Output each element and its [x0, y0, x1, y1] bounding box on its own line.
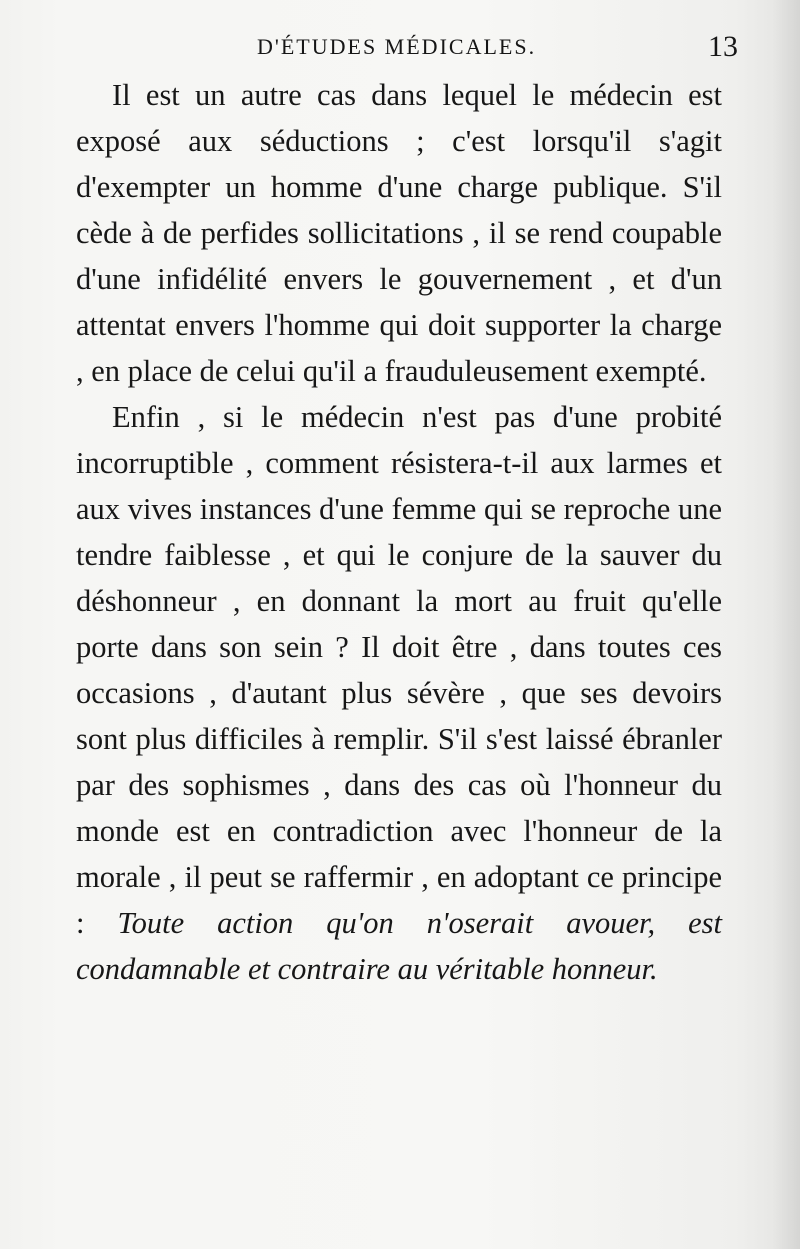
- page-number: 13: [708, 30, 738, 63]
- paragraph-2: [76, 394, 722, 992]
- paragraph-2-text: Enfin , si le médecin n'est pas d'une probité incorruptible , comment résistera-t-il aux larmes et aux vives instances d'une femme qui se reproche une tendre faiblesse , et qui le conjure de la sauver du déshonneur , en donnant la mort au fruit qu'elle porte dans son sein ? Il doit être , dans toutes ces occasions , d'autant plus sévère , que ses devoirs sont plus difficiles à remplir. S'il s'est laissé ébranler par des sophismes , dans des cas où l'honneur du monde est en contradiction avec l'honneur de la morale , il peut se raffermir , en adoptant ce principe :: [76, 400, 722, 940]
- paragraph-2-italic-maxim: Toute action qu'on n'oserait avouer, est condamnable et contraire au véritable honneur.: [76, 906, 722, 986]
- page-header: [76, 30, 738, 74]
- page-edge-shadow: [772, 0, 800, 1249]
- paragraph-1: Il est un autre cas dans lequel le médecin est exposé aux séductions ; c'est lorsqu'il s'agit d'exempter un homme d'une charge publique. S'il cède à de perfides sollicitations , il se rend coupable d'une infidélité envers le gouvernement , et d'un attentat envers l'homme qui doit supporter la charge , en place de celui qu'il a frauduleusement exempté.: [76, 78, 722, 388]
- running-title: D'ÉTUDES MÉDICALES.: [257, 34, 537, 59]
- body-text: [76, 72, 722, 992]
